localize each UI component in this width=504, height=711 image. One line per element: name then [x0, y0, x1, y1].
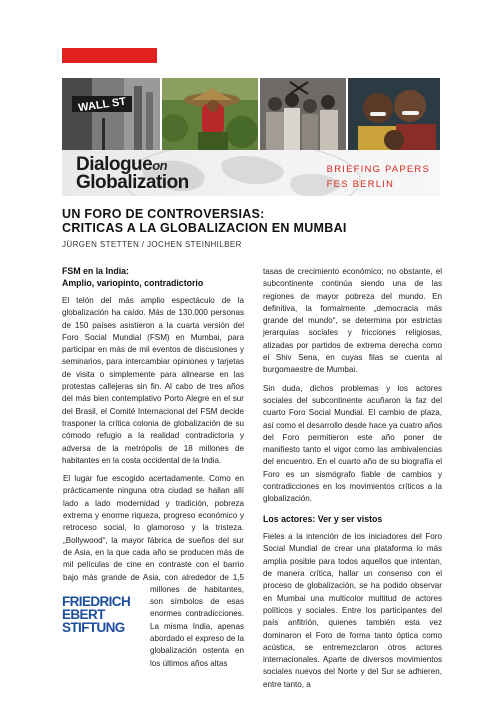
globalization-word: Globalization — [76, 172, 189, 193]
document-title — [62, 207, 442, 235]
logo-line-3: STIFTUNG — [62, 620, 125, 635]
dialogue-on-globalization-logo — [76, 156, 189, 191]
section-heading-line-1: FSM en la India: — [62, 266, 129, 276]
section-heading-line-2: Amplio, variopinto, contradictorio — [62, 277, 204, 288]
dialogue-word: Dialogue — [76, 154, 153, 175]
section-heading-actores: Los actores: Ver y ser vistos — [263, 513, 383, 524]
paragraph-text: El lugar fue escogido acertadamente. Como en prácticamente ninguna otra ciudad se hallan allí lado a lado modernidad y tradición, pobreza extrema y enorme riqueza, progreso económico y retroceso social, lo glamoroso y la tristeza. „Bollywood“, la mayor fábrica de sueños del sur de Asia, en la que cada año se producen más de mil películas de cine en contraste con el barrio bajo más grande de Asia, con alrededor de 1,5 millones de habitantes, son símbolos de esas enormes contradicciones. La misma India, apenas abordado el expreso de la globalización ostenta en los últimos años altas — [63, 474, 244, 668]
section-heading-fsm — [62, 266, 244, 289]
street-sign-text: WALL ST — [77, 95, 127, 115]
briefing-papers-label: BRIEFING PAPERS — [326, 164, 430, 175]
friedrich-ebert-stiftung-logo — [62, 595, 144, 641]
dialogue-logo-band — [62, 150, 440, 196]
red-accent-bar — [62, 48, 157, 63]
paragraph: Fieles a la intención de los iniciadores del Foro Social Mundial de crear una plataforma lo más amplia posible para todos aquellos que intentan, de manera crítica, hallar un consenso con el proceso de globalización, se ha podido observar en Mumbai una multicolor multitud de actores políticos y sociales. Entre los participantes del país anfitrión, quienes también esta vez dominaron el Foro de forma tanto óptica como acústica, se entremezclaron otros actores internacionales. Aparte de diversos movimientos sociales nuevos del Norte y del Sur se adhieren, entre tanto, a — [263, 532, 442, 689]
title-line-2: CRITICAS A LA GLOBALIZACION EN MUMBAI — [62, 221, 347, 235]
logo-line-2: EBERT — [62, 607, 105, 622]
crowd-photo — [260, 78, 346, 150]
authors: JÜRGEN STETTEN / JOCHEN STEINHILBER — [62, 240, 242, 249]
title-line-1: UN FORO DE CONTROVERSIAS: — [62, 207, 265, 221]
tea-picker-photo — [162, 78, 258, 150]
right-column — [263, 266, 442, 697]
fes-berlin-label: FES BERLIN — [326, 179, 395, 190]
paragraph: tasas de crecimiento económico; no obstante, el subcontinente continúa siendo una de las regiones de mayor pobreza del mundo. En definitiva, la formalmente „democracia más grande del mundo“, se determina por estrictas jerarquías sociales y fricciones religiosas, atizadas por partidos de extrema derecha como el Shiv Sena, en cuyas filas se cuenta al burgomaestre de Mumbai. — [263, 267, 442, 375]
header-photo-strip — [62, 78, 440, 150]
wall-street-photo — [62, 78, 160, 150]
paragraph: El telón del más amplio espectáculo de la globalización ha caído. Más de 130.000 personas de 150 países asistieron a la cuarta versión del Foro Social Mundial (FSM) en Mumbai, para participar en más de mil eventos de discusiones y seminarios, para intercambiar opiniones y tarjetas de visita o simplemente para alinearse en las protestas callejeras sin fin. Al cabo de tres años del más bien contemplativo Porto Alegre en el sur del Brasil, el Comité Internacional del FSM decide trasponer la crítica colonia de globalización de su cómodo refugio a la realidad contradictoria y adversa de la metrópolis de 18 millones de habitantes en la costa occidental de la India. — [62, 296, 244, 465]
smiling-people-photo — [348, 78, 440, 150]
logo-line-1: FRIEDRICH — [62, 594, 131, 609]
series-label — [327, 162, 430, 192]
paragraph: Sin duda, dichos problemas y los actores sociales del subcontinente acuñaron la faz del cuarto Foro Social Mundial. El cambio de plaza, así como el desarrollo desde hace ya cuatro años del Foro permitieron este año poner de manifiesto tanto el vigor como las ambivalencias del encuentro. En el cuarto año de su biografía el Foro es un sismógrafo fiable de cambios y contradicciones en los movimientos críticos a la globalización. — [263, 383, 442, 504]
on-word: on — [152, 158, 168, 173]
